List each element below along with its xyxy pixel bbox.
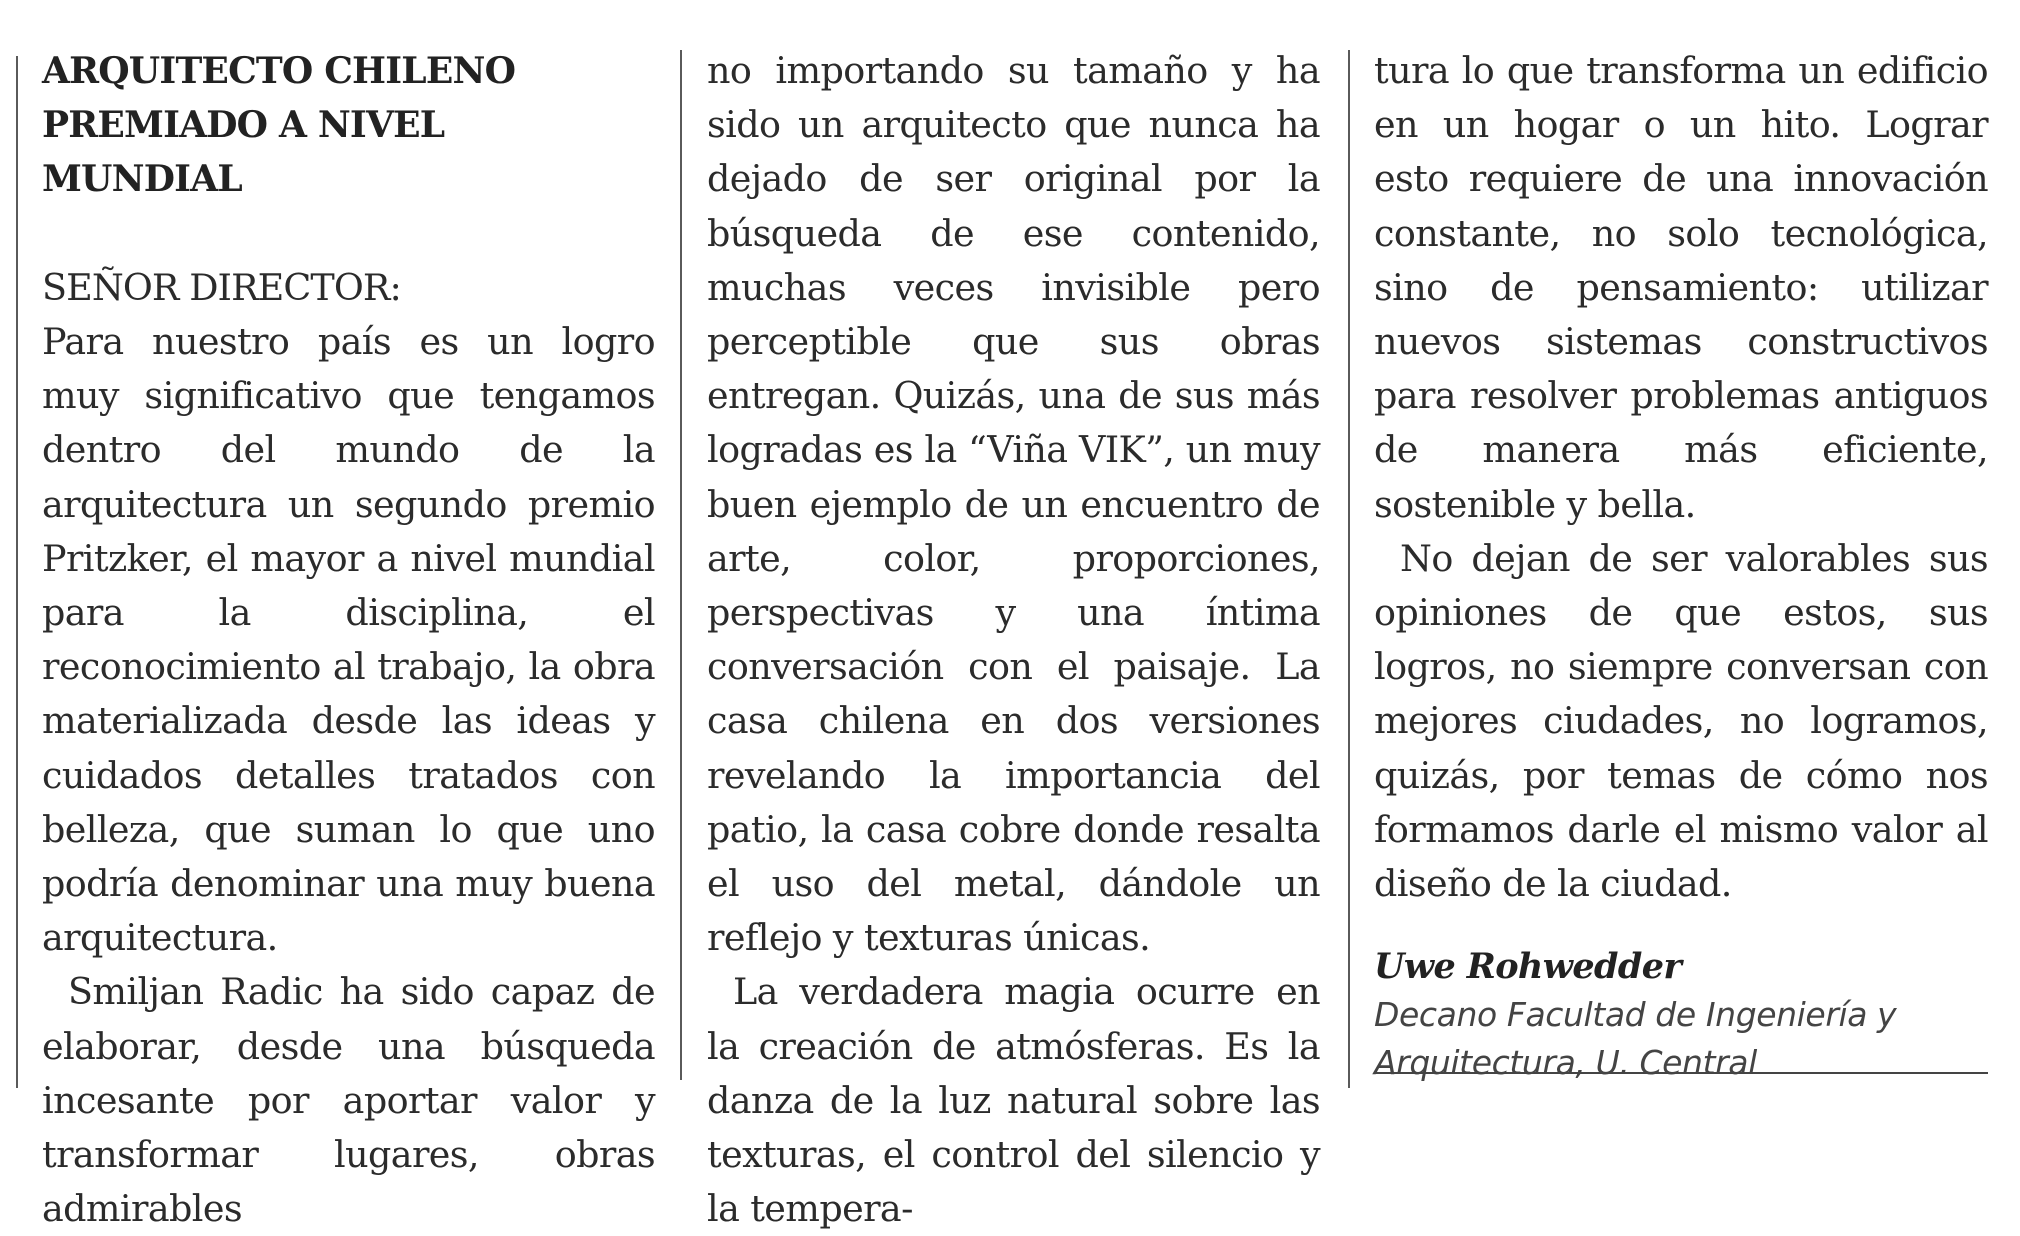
signature-block [1374, 943, 1988, 1087]
paragraph-2-start: Smiljan Radic ha sido capaz de elaborar, desde una búsqueda incesante por aportar valor y transformar lugares, obras admirables [42, 970, 655, 1231]
column-rule-1 [680, 50, 682, 1080]
column-2 [707, 44, 1320, 1236]
author-name: Uwe Rohwedder [1374, 946, 1682, 988]
headline-line-1: ARQUITECTO CHILENO [42, 50, 516, 92]
column-3 [1374, 44, 1988, 1087]
column-rule-left [16, 56, 18, 1088]
paragraph-3-start: La verdadera magia ocurre en la creación de atmósferas. Es la danza de la luz natural sobre las texturas, el control del silencio y la tempera- [707, 970, 1320, 1231]
paragraph-3-continued: tura lo que transforma un edificio en un hogar o un hito. Lograr esto requiere de una innovación constante, no solo tecnológica, sino de pensamiento: utilizar nuevos sistemas constructivos para resolver problemas antiguos de manera más eficiente, sostenible y bella. [1374, 49, 1988, 526]
author-title-line-2: Arquitectura, U. Central [1374, 1043, 1757, 1083]
paragraph-1: Para nuestro país es un logro muy significativo que tengamos dentro del mundo de la arquitectura un segundo premio Pritzker, el mayor a nivel mundial para la disciplina, el reconocimiento al trabajo, la obra materializada desde las ideas y cuidados detalles tratados con belleza, que suman lo que uno podría denominar una muy buena arquitectura. [42, 320, 655, 960]
paragraph-4: No dejan de ser valorables sus opiniones de que estos, sus logros, no siempre conversan con mejores ciudades, no logramos, quizás, por temas de cómo nos formamos darle el mismo valor al diseño de la ciudad. [1374, 536, 1988, 906]
column-1 [42, 44, 655, 1236]
letter-headline [42, 44, 655, 207]
headline-line-2: PREMIADO A NIVEL MUNDIAL [42, 104, 445, 201]
author-title-line-1: Decano Facultad de Ingeniería y [1374, 995, 1897, 1035]
salutation: SEÑOR DIRECTOR: [42, 265, 401, 309]
paragraph-2-continued: no importando su tamaño y ha sido un arquitecto que nunca ha dejado de ser original por la búsqueda de ese contenido, muchas veces invisible pero perceptible que sus obras entregan. Quizás, una de sus más logradas es la “Viña VIK”, un muy buen ejemplo de un encuentro de arte, color, proporciones, perspectivas y una íntima conversación con el paisaje. La casa chilena en dos versiones revelando la importancia del patio, la casa cobre donde resalta el uso del metal, dándole un reflejo y texturas únicas. [707, 49, 1320, 960]
column-rule-2 [1348, 50, 1350, 1088]
